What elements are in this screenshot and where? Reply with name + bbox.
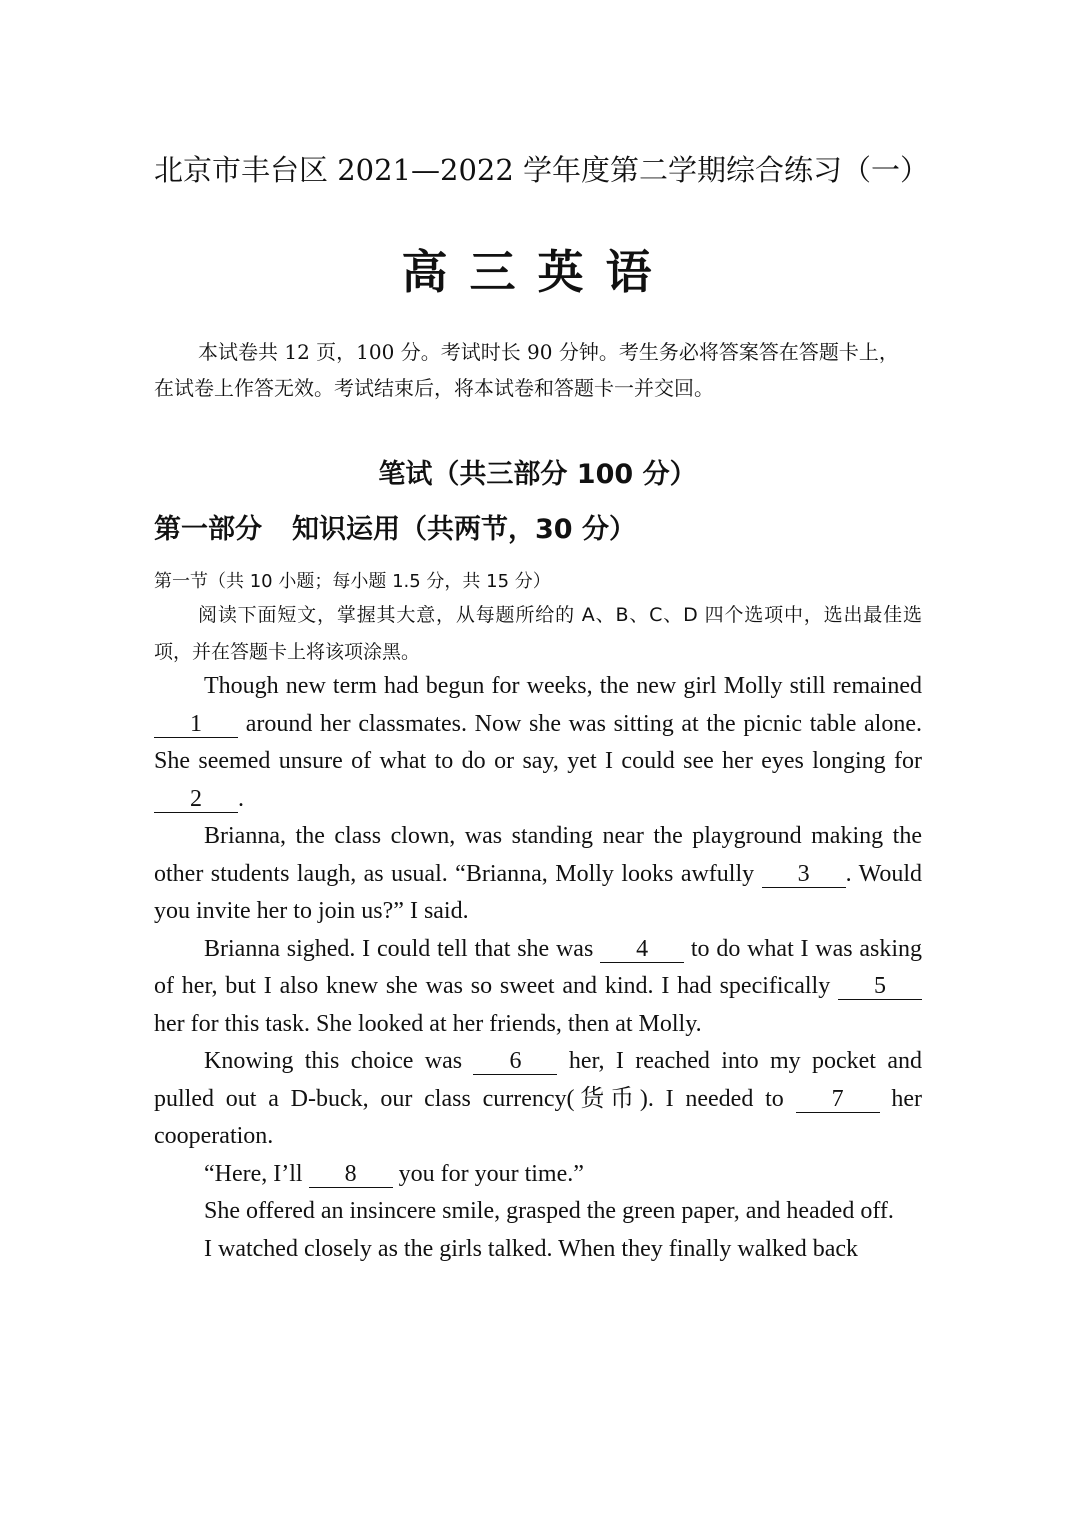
blank-2: 2 — [154, 786, 238, 813]
section-one-heading: 第一节（共 10 小题；每小题 1.5 分，共 15 分） — [154, 571, 551, 592]
cloze-passage — [154, 668, 922, 1268]
passage-paragraph-7: I watched closely as the girls talked. When they finally walked back — [204, 1235, 858, 1262]
blank-4: 4 — [600, 936, 684, 963]
passage-paragraph-6: She offered an insincere smile, grasped the green paper, and headed off. — [204, 1198, 894, 1224]
blank-7: 7 — [796, 1086, 880, 1113]
blank-5: 5 — [838, 973, 922, 1000]
part-one-label: 第一部分 — [154, 514, 262, 545]
blank-8: 8 — [309, 1161, 393, 1188]
passage-paragraph-4: Knowing this choice was 6 her, I reached into my pocket and pulled out a D-buck, our class currency(货币). I needed to 7 her cooperation. — [154, 1048, 922, 1149]
written-test-heading: 笔试（共三部分 100 分） — [378, 459, 697, 490]
passage-paragraph-5: “Here, I’ll 8 you for your time.” — [204, 1160, 584, 1187]
passage-paragraph-1: Though new term had begun for weeks, the new girl Molly still remained 1 around her classmates. Now she was sitting at the picnic table alone. She seemed unsure of what to do or say, yet I could see her eyes longing for 2 . — [154, 673, 923, 812]
instructions-line-2: 在试卷上作答无效。考试结束后，将本试卷和答题卡一并交回。 — [154, 376, 714, 400]
part-one-heading — [154, 507, 636, 546]
passage-paragraph-2: Brianna, the class clown, was standing near the playground making the other students laugh, as usual. “Brianna, Molly looks awfully 3 . Would you invite her to join us?” I said. — [154, 823, 923, 924]
blank-6: 6 — [473, 1048, 557, 1075]
blank-3: 3 — [762, 861, 846, 888]
instructions-line-1: 本试卷共 12 页，100 分。考试时长 90 分钟。考生务必将答案答在答题卡上， — [198, 340, 899, 364]
directions-text: 阅读下面短文，掌握其大意，从每题所给的 A、B、C、D 四个选项中，选出最佳选项，并在答题卡上将该项涂黑。 — [154, 604, 922, 663]
passage-paragraph-3: Brianna sighed. I could tell that she was 4 to do what I was asking of her, but I also knew she was so sweet and kind. I had specifically 5 her for this task. She looked at her friends, then at Molly. — [154, 935, 923, 1037]
part-one-title: 知识运用（共两节，30 分） — [292, 514, 636, 545]
subject-title: 高三英语 — [401, 245, 674, 299]
exam-instructions — [154, 334, 922, 406]
blank-1: 1 — [154, 711, 238, 738]
section-one-directions — [154, 597, 922, 671]
exam-title: 北京市丰台区 2021—2022 学年度第二学期综合练习（一） — [154, 153, 930, 187]
